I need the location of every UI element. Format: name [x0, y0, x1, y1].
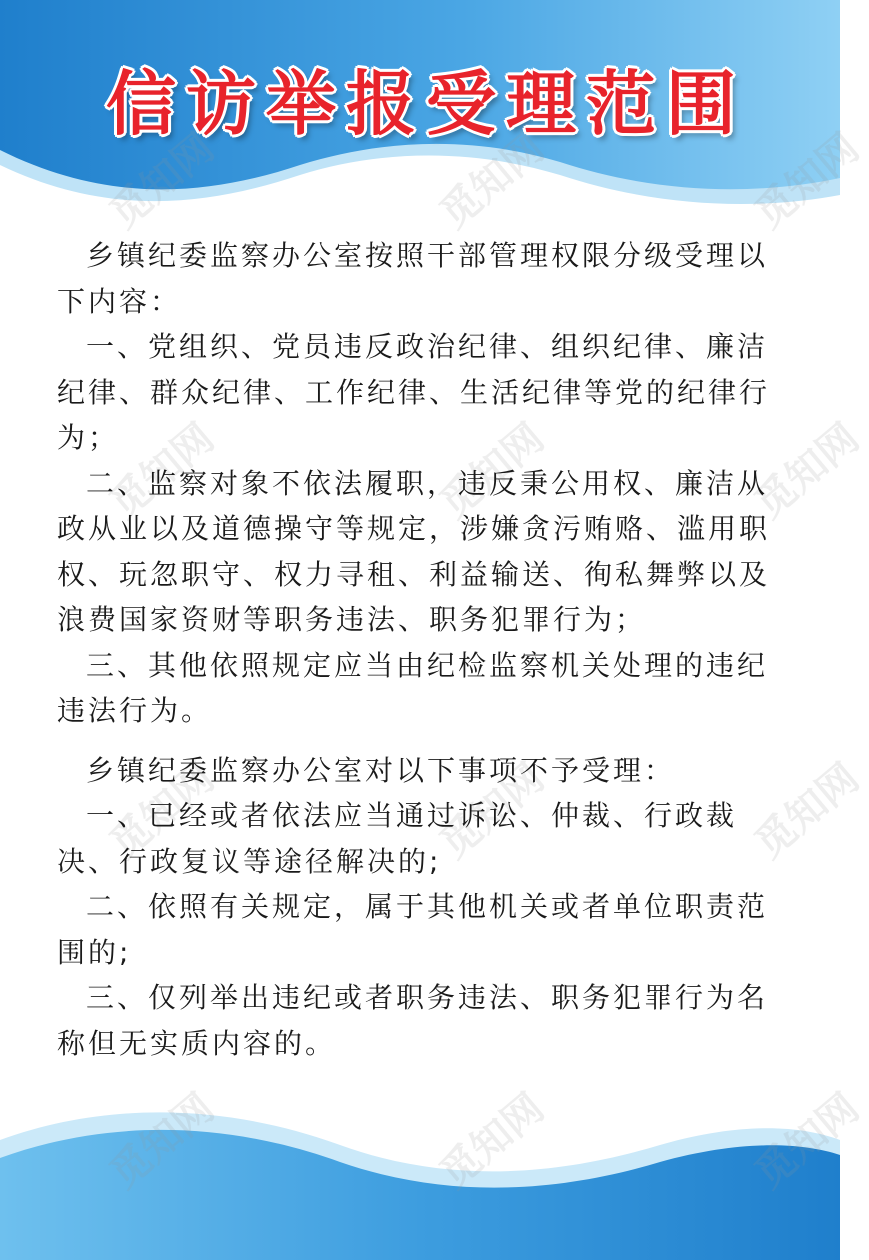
watermark-text: 觅知网	[431, 1084, 553, 1198]
list-item: 二、监察对象不依法履职，违反秉公用权、廉洁从政从业以及道德操守等规定，涉嫌贪污贿赂、滥用职权、玩忽职守、权力寻租、利益输送、徇私舞弊以及浪费国家资财等职务违法、职务犯罪行为；	[57, 466, 771, 636]
watermark-text: 觅知网	[746, 414, 868, 528]
list-item: 一、已经或者依法应当通过诉讼、仲裁、行政裁决、行政复议等途径解决的;	[57, 799, 738, 878]
watermark-text: 觅知网	[101, 754, 223, 868]
list-item: 三、仅列举出违纪或者职务违法、职务犯罪行为名称但无实质内容的。	[57, 981, 769, 1060]
page-title: 信访举报受理范围	[106, 63, 746, 145]
notice-body	[57, 233, 787, 1066]
section-accepted-scope	[57, 233, 787, 734]
list-item: 一、党组织、党员违反政治纪律、组织纪律、廉洁纪律、群众纪律、工作纪律、生活纪律等党的纪律行为；	[57, 330, 771, 454]
list-item: 三、其他依照规定应当由纪检监察机关处理的违纪违法行为。	[57, 648, 769, 727]
bottom-wave-decoration	[0, 1100, 840, 1260]
section-not-accepted	[57, 748, 787, 1067]
section-intro: 乡镇纪委监察办公室按照干部管理权限分级受理以下内容：	[57, 239, 769, 318]
watermark-text: 觅知网	[746, 754, 868, 868]
watermark-text: 觅知网	[431, 754, 553, 868]
list-item: 二、依照有关规定，属于其他机关或者单位职责范围的;	[57, 890, 769, 969]
watermark-text: 觅知网	[431, 414, 553, 528]
watermark-text: 觅知网	[431, 124, 553, 238]
watermark-text: 觅知网	[101, 414, 223, 528]
section-intro: 乡镇纪委监察办公室对以下事项不予受理：	[86, 753, 676, 787]
